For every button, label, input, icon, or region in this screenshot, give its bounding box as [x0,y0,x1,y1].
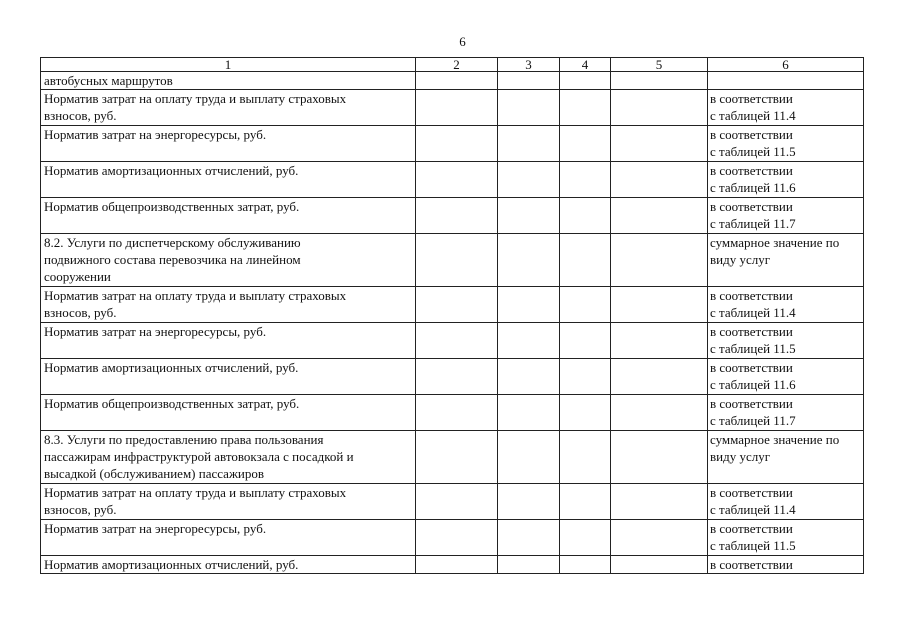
value-cell [611,431,708,484]
table-row [41,431,864,484]
note-line: в соответствии [710,199,793,214]
note-line: с таблицей 11.5 [710,341,796,356]
item-name-line: Норматив амортизационных отчислений, руб. [44,163,299,178]
item-name-cell [41,520,416,556]
note-line: с таблицей 11.7 [710,413,796,428]
value-cell [611,234,708,287]
note-cell [708,395,864,431]
note-cell [708,162,864,198]
table-row [41,556,864,574]
item-name-line: Норматив затрат на оплату труда и выплату страховых [44,288,347,303]
note-cell [708,198,864,234]
value-cell [498,234,560,287]
note-line: в соответствии [710,324,793,339]
value-cell [416,484,498,520]
item-name-line: Норматив затрат на оплату труда и выплату страховых [44,485,347,500]
value-cell [498,520,560,556]
table-row [41,126,864,162]
value-cell [560,556,611,574]
item-name-cell [41,90,416,126]
value-cell [498,395,560,431]
value-cell [611,90,708,126]
value-cell [611,395,708,431]
value-cell [416,520,498,556]
value-cell [416,359,498,395]
value-cell [611,162,708,198]
value-cell [560,484,611,520]
item-name-cell [41,431,416,484]
item-name-cell [41,395,416,431]
note-cell [708,287,864,323]
page-number: 6 [459,34,466,49]
item-name-line: Норматив амортизационных отчислений, руб. [44,557,299,572]
value-cell [416,126,498,162]
value-cell [560,520,611,556]
item-name-line: пассажирам инфраструктурой автовокзала с посадкой и [44,449,354,464]
table-row [41,72,864,90]
item-name-line: Норматив затрат на оплату труда и выплату страховых [44,91,347,106]
note-cell [708,323,864,359]
table-row [41,484,864,520]
table-row [41,395,864,431]
item-name-line: Норматив общепроизводственных затрат, руб. [44,396,300,411]
item-name-cell [41,198,416,234]
note-cell [708,484,864,520]
note-cell [708,556,864,574]
value-cell [416,198,498,234]
value-cell [498,126,560,162]
item-name-cell [41,287,416,323]
table-header-row [41,58,864,72]
table-row [41,162,864,198]
value-cell [498,198,560,234]
value-cell [611,484,708,520]
value-cell [416,323,498,359]
item-name-line: автобусных маршрутов [44,73,173,88]
value-cell [611,323,708,359]
note-line: в соответствии [710,91,793,106]
value-cell [560,431,611,484]
value-cell [498,90,560,126]
value-cell [498,556,560,574]
note-line: с таблицей 11.5 [710,144,796,159]
item-name-line: высадкой (обслуживанием) пассажиров [44,466,265,481]
note-line: суммарное значение по [710,432,840,447]
column-header: 6 [708,58,864,72]
note-line: виду услуг [710,252,771,267]
note-line: с таблицей 11.6 [710,180,796,195]
column-header: 2 [416,58,498,72]
note-cell [708,520,864,556]
note-line: в соответствии [710,127,793,142]
value-cell [611,556,708,574]
value-cell [498,323,560,359]
value-cell [560,90,611,126]
note-cell [708,90,864,126]
value-cell [416,72,498,90]
value-cell [416,395,498,431]
value-cell [498,287,560,323]
item-name-line: взносов, руб. [44,305,117,320]
value-cell [611,198,708,234]
item-name-line: взносов, руб. [44,502,117,517]
note-line: с таблицей 11.7 [710,216,796,231]
item-name-line: Норматив амортизационных отчислений, руб. [44,360,299,375]
value-cell [560,72,611,90]
column-header: 1 [41,58,416,72]
column-header: 4 [560,58,611,72]
value-cell [560,162,611,198]
note-line: виду услуг [710,449,771,464]
norms-table [40,57,864,574]
value-cell [611,287,708,323]
column-header: 5 [611,58,708,72]
value-cell [416,287,498,323]
item-name-line: подвижного состава перевозчика на линейном [44,252,301,267]
note-line: с таблицей 11.4 [710,108,796,123]
value-cell [416,431,498,484]
note-line: с таблицей 11.5 [710,538,796,553]
item-name-cell [41,323,416,359]
value-cell [560,395,611,431]
item-name-cell [41,484,416,520]
value-cell [416,556,498,574]
item-name-line: Норматив затрат на энергоресурсы, руб. [44,324,267,339]
note-cell [708,72,864,90]
note-cell [708,126,864,162]
table-row [41,520,864,556]
note-cell [708,431,864,484]
table-row [41,234,864,287]
value-cell [498,359,560,395]
item-name-line: 8.2. Услуги по диспетчерскому обслуживанию [44,235,301,250]
value-cell [416,234,498,287]
item-name-line: Норматив затрат на энергоресурсы, руб. [44,521,267,536]
item-name-line: 8.3. Услуги по предоставлению права пользования [44,432,324,447]
value-cell [560,198,611,234]
value-cell [611,126,708,162]
item-name-cell [41,162,416,198]
item-name-cell [41,234,416,287]
value-cell [416,90,498,126]
note-line: суммарное значение по [710,235,840,250]
note-line: в соответствии [710,521,793,536]
item-name-line: сооружении [44,269,111,284]
note-line: с таблицей 11.4 [710,305,796,320]
item-name-cell [41,72,416,90]
table-row [41,198,864,234]
note-line: в соответствии [710,396,793,411]
value-cell [560,126,611,162]
note-line: в соответствии [710,485,793,500]
note-cell [708,234,864,287]
value-cell [611,72,708,90]
table-row [41,323,864,359]
note-line: с таблицей 11.4 [710,502,796,517]
value-cell [416,162,498,198]
column-header: 3 [498,58,560,72]
value-cell [498,72,560,90]
value-cell [611,359,708,395]
note-line: в соответствии [710,163,793,178]
note-line: в соответствии [710,557,793,572]
note-line: в соответствии [710,288,793,303]
value-cell [611,520,708,556]
item-name-line: взносов, руб. [44,108,117,123]
item-name-cell [41,556,416,574]
table-row [41,359,864,395]
value-cell [560,234,611,287]
value-cell [498,484,560,520]
value-cell [498,431,560,484]
table-row [41,90,864,126]
item-name-cell [41,359,416,395]
item-name-line: Норматив общепроизводственных затрат, руб. [44,199,300,214]
value-cell [498,162,560,198]
note-line: с таблицей 11.6 [710,377,796,392]
value-cell [560,359,611,395]
note-cell [708,359,864,395]
value-cell [560,323,611,359]
value-cell [560,287,611,323]
item-name-cell [41,126,416,162]
item-name-line: Норматив затрат на энергоресурсы, руб. [44,127,267,142]
note-line: в соответствии [710,360,793,375]
table-row [41,287,864,323]
